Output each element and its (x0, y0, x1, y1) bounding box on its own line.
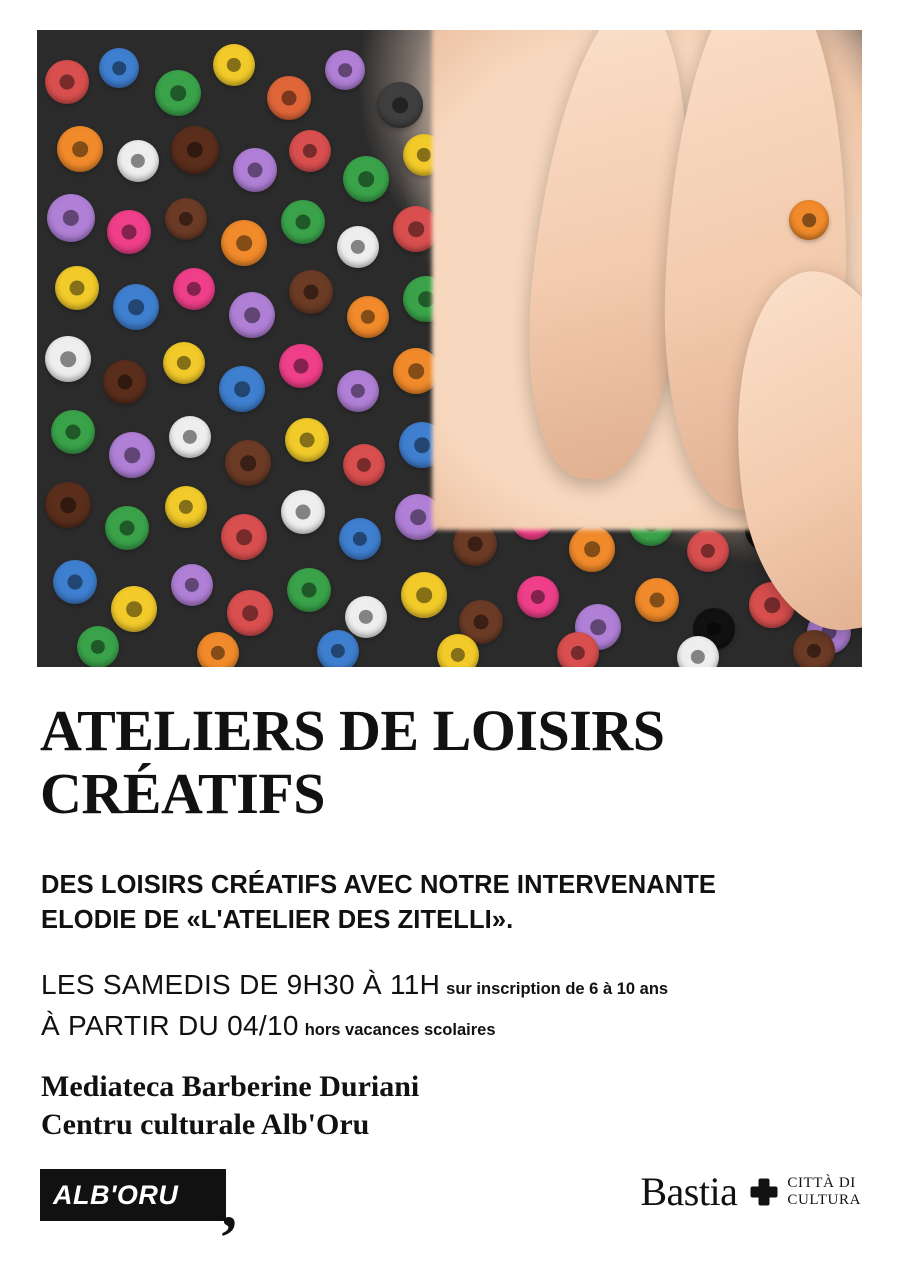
bead (569, 526, 615, 572)
title-line-1: ATELIERS DE LOISIRS (40, 698, 665, 763)
bastia-logo-tagline (787, 1175, 861, 1209)
bead (267, 76, 311, 120)
schedule-note-text: sur inscription de 6 à 10 ans (446, 980, 669, 998)
bead (165, 198, 207, 240)
alboru-logo (40, 1169, 237, 1240)
bead (219, 366, 265, 412)
bead (377, 82, 423, 128)
bead (163, 342, 205, 384)
bead (337, 226, 379, 268)
bead (225, 440, 271, 486)
bead (281, 490, 325, 534)
bead (197, 632, 239, 667)
bead (221, 220, 267, 266)
bead (343, 156, 389, 202)
bead (171, 564, 213, 606)
bead (165, 486, 207, 528)
bead (173, 268, 215, 310)
beads-photo (37, 30, 862, 667)
bastia-tagline-line-1: CITTÀ DI (787, 1175, 856, 1192)
bead (687, 530, 729, 572)
bead (107, 210, 151, 254)
subtitle-line-1: DES LOISIRS CRÉATIFS AVEC NOTRE INTERVENANTE (41, 871, 717, 899)
bead (793, 630, 835, 667)
bead (347, 296, 389, 338)
bead (155, 70, 201, 116)
bead (227, 590, 273, 636)
bead (289, 130, 331, 172)
schedule-main-text: À PARTIR DU 04/10 (41, 1009, 299, 1041)
page-title (40, 700, 840, 825)
bead (53, 560, 97, 604)
bastia-flower-icon (751, 1179, 777, 1205)
bead (45, 336, 91, 382)
bead (113, 284, 159, 330)
bead (57, 126, 103, 172)
bead (285, 418, 329, 462)
venue-line-2: Centru culturale Alb'Oru (41, 1108, 370, 1142)
bastia-logo (640, 1168, 861, 1216)
subtitle (41, 868, 851, 938)
subtitle-line-2: ELODIE DE «L'ATELIER DES ZITELLI». (41, 906, 514, 935)
bead (103, 360, 147, 404)
bead (55, 266, 99, 310)
bead (401, 572, 447, 618)
schedule-note-text: hors vacances scolaires (304, 1020, 496, 1039)
schedule-block (41, 965, 851, 1046)
bead (289, 270, 333, 314)
bead (47, 194, 95, 242)
bead (345, 596, 387, 638)
bead (99, 48, 139, 88)
bead (233, 148, 277, 192)
bead (281, 200, 325, 244)
bead (325, 50, 365, 90)
bead (213, 44, 255, 86)
bastia-tagline-line-2: CULTURA (787, 1192, 861, 1208)
title-line-2: CRÉATIFS (40, 760, 325, 826)
bead (287, 568, 331, 612)
bead (117, 140, 159, 182)
alboru-logo-text: ALB'ORU (53, 1180, 179, 1210)
bastia-logo-word: Bastia (640, 1169, 738, 1214)
schedule-main-text: LES SAMEDIS DE 9H30 À 11H (41, 969, 441, 1000)
bead (229, 292, 275, 338)
bead (221, 514, 267, 560)
schedule-line (41, 965, 851, 1006)
bead (45, 60, 89, 104)
bead (51, 410, 95, 454)
bead (171, 126, 219, 174)
bead (337, 370, 379, 412)
alboru-logo-comma: , (221, 1172, 237, 1240)
schedule-line (41, 1006, 851, 1047)
bead (111, 586, 157, 632)
bead (317, 630, 359, 667)
bead (517, 576, 559, 618)
venue-line-1: Mediateca Barberine Duriani (41, 1070, 420, 1103)
venue-block (41, 1068, 851, 1145)
bead (635, 578, 679, 622)
bead (339, 518, 381, 560)
bead (109, 432, 155, 478)
bead (279, 344, 323, 388)
bead (343, 444, 385, 486)
bead (557, 632, 599, 667)
bead (77, 626, 119, 667)
bead (169, 416, 211, 458)
bead (45, 482, 91, 528)
bead (105, 506, 149, 550)
bead-held (789, 200, 829, 240)
